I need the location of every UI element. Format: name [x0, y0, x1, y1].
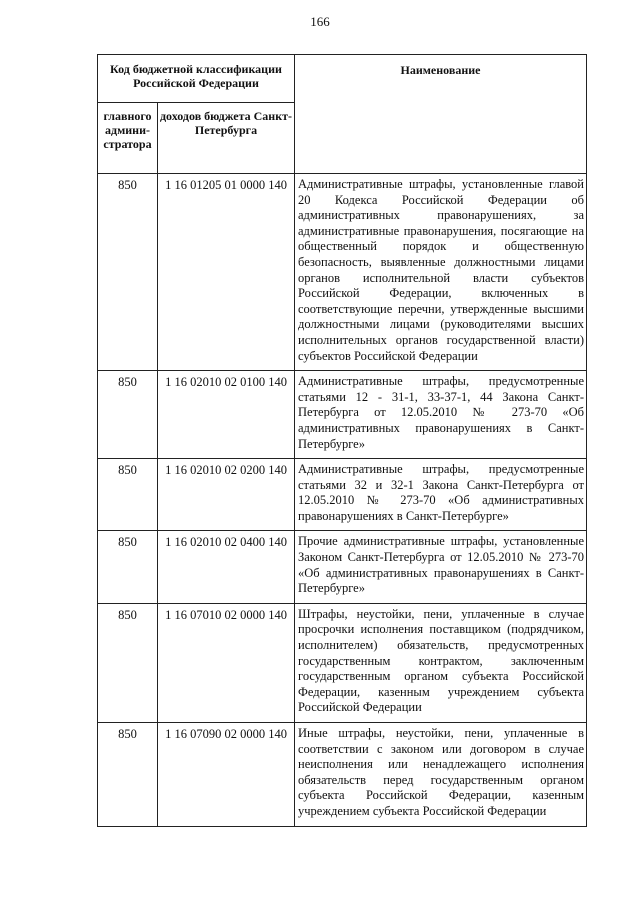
revenue-name-cell: Прочие административные штрафы, установленные Законом Санкт-Петербурга от 12.05.2010 № 273-70 «Об административных правонарушениях в Санкт-Петербурге»: [295, 531, 587, 603]
admin-column-header: главного админи-стратора: [98, 103, 158, 174]
revenue-code-cell: 1 16 02010 02 0400 140: [158, 531, 295, 603]
admin-code-cell: 850: [98, 531, 158, 603]
revenue-code-column-header: доходов бюджета Санкт-Петербурга: [158, 103, 295, 174]
revenue-code-cell: 1 16 07010 02 0000 140: [158, 603, 295, 722]
table-row: [98, 459, 587, 531]
admin-code-cell: 850: [98, 723, 158, 827]
revenue-name-cell: Административные штрафы, предусмотренные статьями 32 и 32-1 Закона Санкт-Петербурга от 12.05.2010 № 273-70 «Об административных правонарушениях в Санкт-Петербурге»: [295, 459, 587, 531]
page-number: 166: [310, 14, 330, 29]
classification-code-header: Код бюджетной классификации Российской Федерации: [98, 55, 295, 103]
table-header-row: [98, 55, 587, 103]
revenue-name-cell: Штрафы, неустойки, пени, уплаченные в случае просрочки исполнения поставщиком (подрядчиком, исполнителем) обязательств, предусмотренных государственным контрактом, заключенным государственным органом субъекта Российской Федерации, казенным учреждением субъекта Российской Федерации: [295, 603, 587, 722]
admin-code-cell: 850: [98, 603, 158, 722]
budget-classification-table: [97, 54, 587, 827]
admin-code-cell: 850: [98, 459, 158, 531]
revenue-name-cell: Административные штрафы, предусмотренные статьями 12 - 31-1, 33-37-1, 44 Закона Санкт-Петербурга от 12.05.2010 № 273-70 «Об административных правонарушениях в Санкт-Петербурге»: [295, 371, 587, 459]
admin-code-cell: 850: [98, 371, 158, 459]
revenue-name-cell: Административные штрафы, установленные главой 20 Кодекса Российской Федерации об административных правонарушениях, за административные правонарушения, посягающие на общественный порядок и общественную безопасность, выявленные должностными лицами органов исполнительной власти субъектов Российской Федерации, включенных в соответствующие перечни, утвержденные высшими должностными лицами (руководителями высших исполнительных органов государственной власти) субъектов Российской Федерации: [295, 174, 587, 371]
table-row: [98, 723, 587, 827]
revenue-name-cell: Иные штрафы, неустойки, пени, уплаченные в соответствии с законом или договором в случае неисполнения или ненадлежащего исполнения обязательств перед государственным органом субъекта Российской Федерации, казенным учреждением субъекта Российской Федерации: [295, 723, 587, 827]
table-row: [98, 531, 587, 603]
table-row: [98, 603, 587, 722]
revenue-code-cell: 1 16 02010 02 0200 140: [158, 459, 295, 531]
name-column-header: Наименование: [295, 55, 587, 174]
admin-code-cell: 850: [98, 174, 158, 371]
table-row: [98, 174, 587, 371]
revenue-code-cell: 1 16 01205 01 0000 140: [158, 174, 295, 371]
table-row: [98, 371, 587, 459]
revenue-code-cell: 1 16 02010 02 0100 140: [158, 371, 295, 459]
revenue-code-cell: 1 16 07090 02 0000 140: [158, 723, 295, 827]
